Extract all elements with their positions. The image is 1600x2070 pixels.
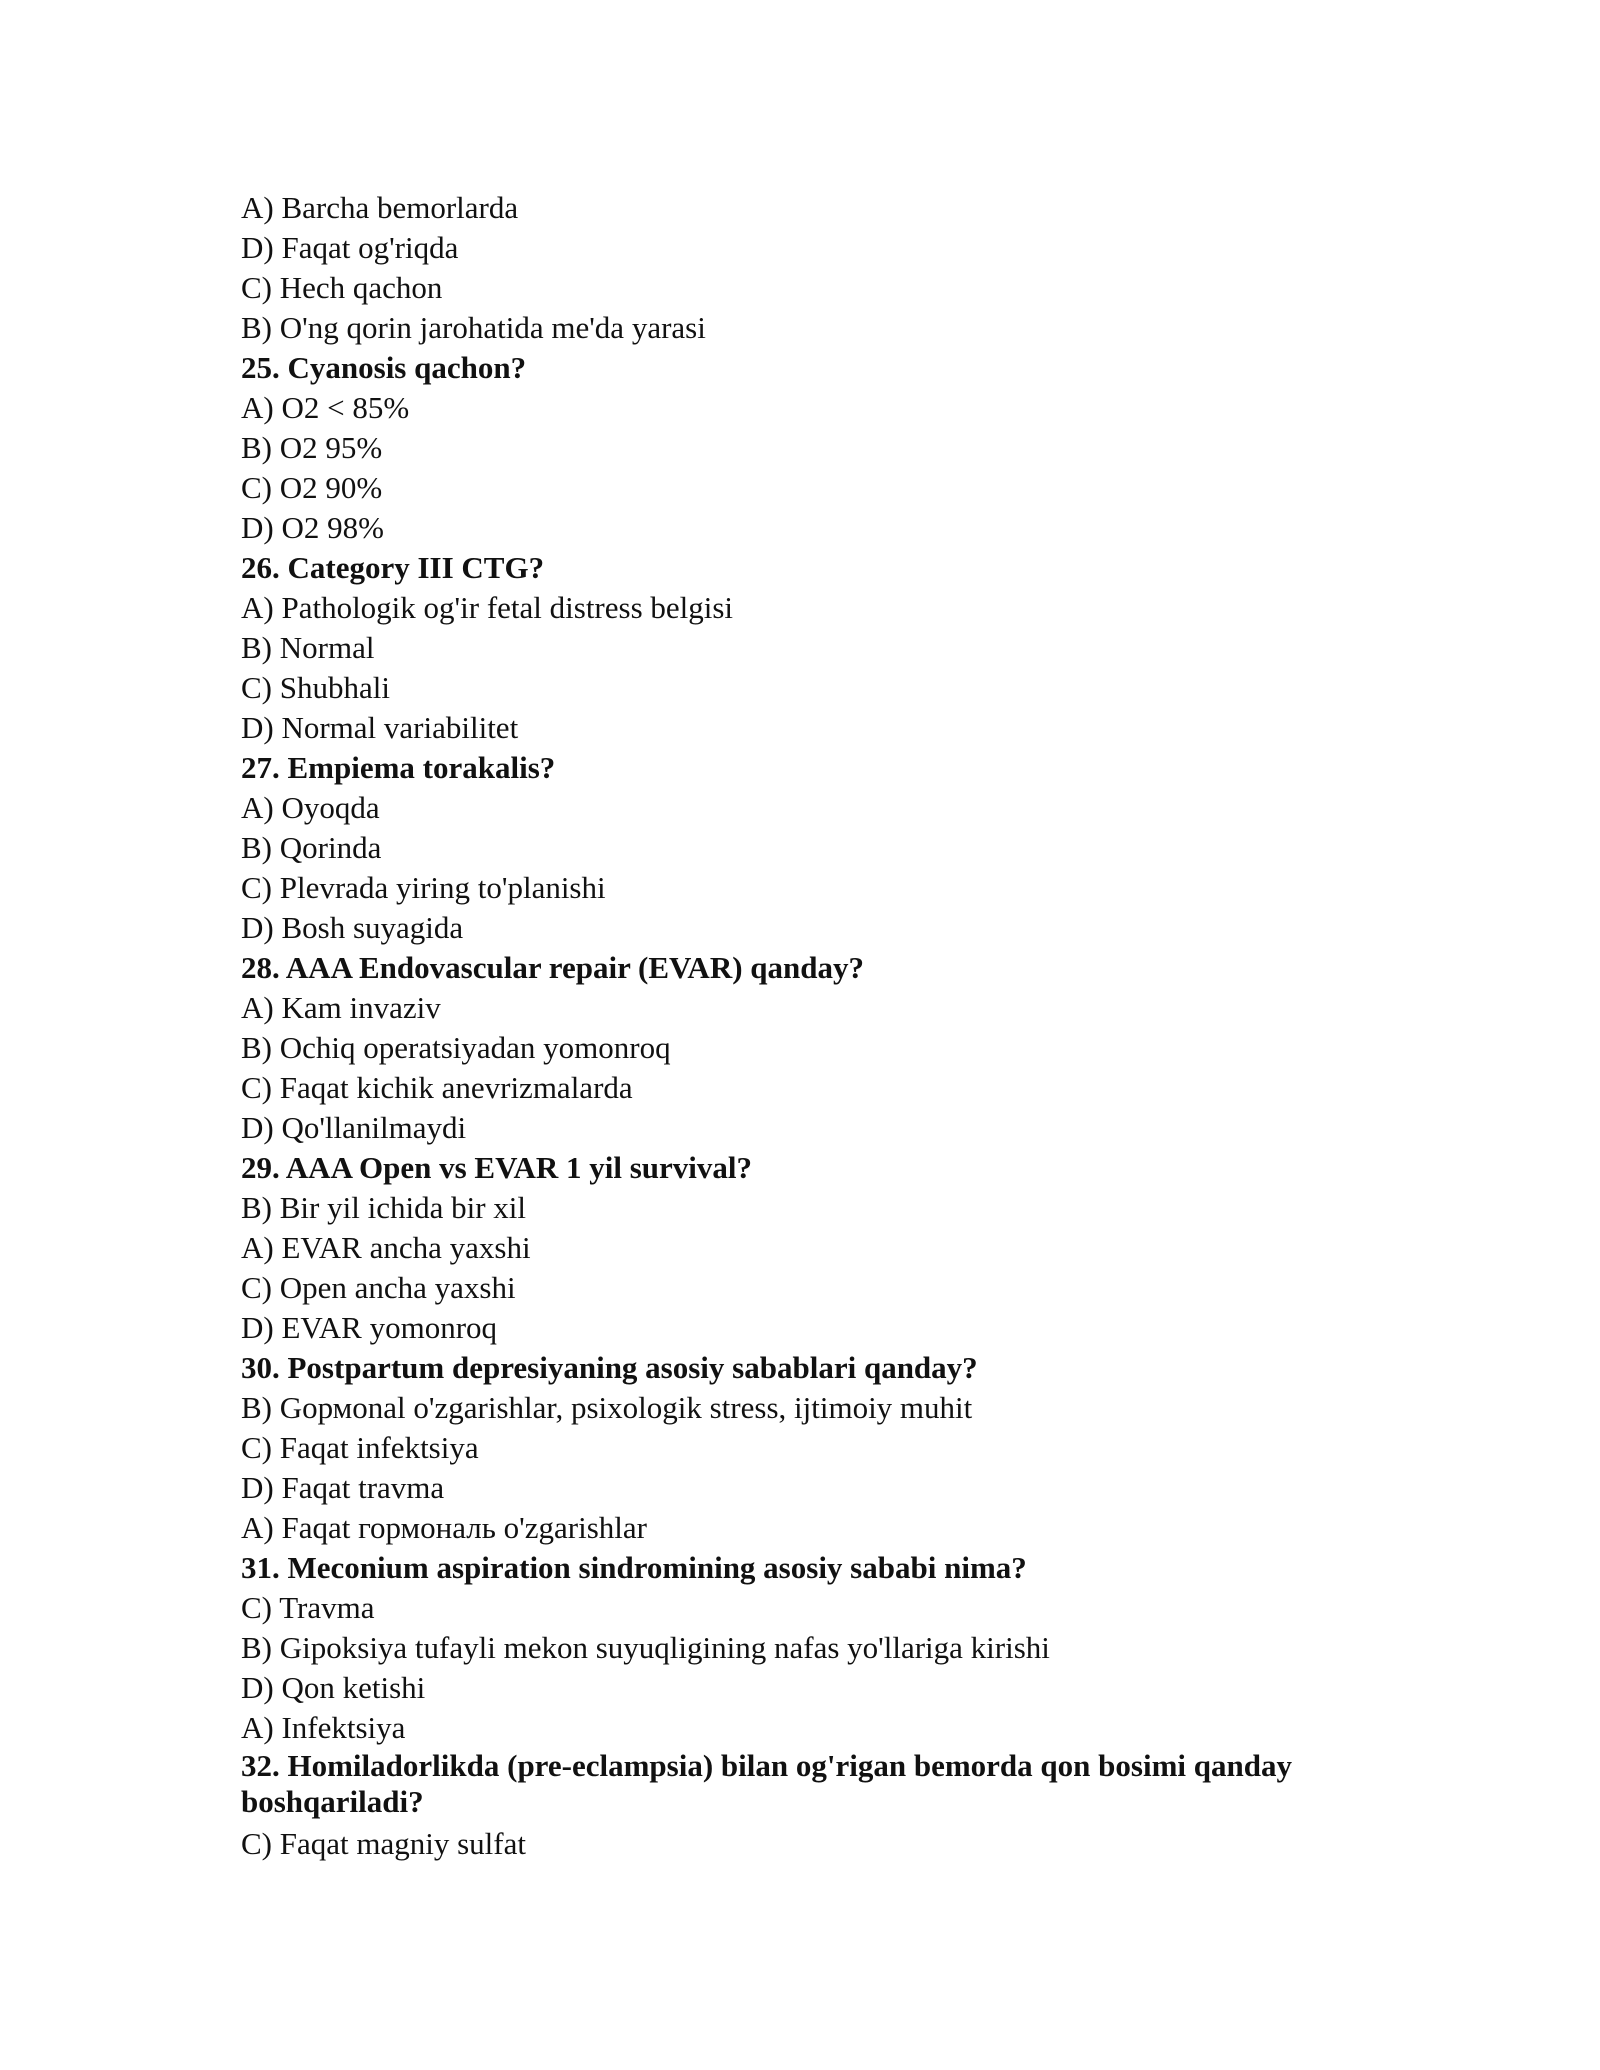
answer-option: C) Plevrada yiring to'planishi [241,870,606,905]
answer-option: D) Faqat travma [241,1470,445,1505]
answer-option: A) Pathologik og'ir fetal distress belgisi [241,590,734,625]
answer-option: D) Normal variabilitet [241,710,519,745]
question-heading: 27. Empiema torakalis? [241,750,556,785]
question-heading: 30. Postpartum depresiyaning asosiy sabablari qanday? [241,1350,978,1385]
answer-option: A) Kam invaziv [241,990,441,1025]
answer-option: A) Infektsiya [241,1710,406,1745]
question-heading: 32. Homiladorlikda (pre-eclampsia) bilan og'rigan bemorda qon bosimi qanday boshqariladi? [241,1748,1292,1819]
answer-option: B) Ochiq operatsiyadan yomonroq [241,1030,671,1065]
answer-option: C) Faqat magniy sulfat [241,1826,526,1861]
answer-option: C) Hech qachon [241,270,443,305]
answer-option: D) Qon ketishi [241,1670,426,1705]
answer-option: D) Bosh suyagida [241,910,464,945]
answer-option: D) Qo'llanilmaydi [241,1110,467,1145]
answer-option: A) Barcha bemorlarda [241,190,519,225]
question-heading: 26. Category III CTG? [241,550,545,585]
answer-option: C) Travma [241,1590,375,1625]
answer-option: C) O2 90% [241,470,383,505]
answer-option: D) Faqat og'riqda [241,230,459,265]
answer-option: C) Faqat kichik anevrizmalarda [241,1070,633,1105]
answer-option: A) O2 < 85% [241,390,410,425]
answer-option: A) Faqat гормональ o'zgarishlar [241,1510,647,1545]
question-heading: 25. Cyanosis qachon? [241,350,527,385]
answer-option: B) O'ng qorin jarohatida me'da yarasi [241,310,706,345]
answer-option: C) Shubhali [241,670,390,705]
answer-option: B) Normal [241,630,375,665]
answer-option: C) Faqat infektsiya [241,1430,479,1465]
answer-option: D) O2 98% [241,510,384,545]
answer-option: C) Open ancha yaxshi [241,1270,516,1305]
question-heading: 31. Meconium aspiration sindromining asosiy sababi nima? [241,1550,1027,1585]
answer-option: B) O2 95% [241,430,383,465]
answer-option: B) Bir yil ichida bir xil [241,1190,526,1225]
answer-option: B) Gормonal o'zgarishlar, psixologik stress, ijtimoiy muhit [241,1390,973,1425]
answer-option: A) Oyoqda [241,790,380,825]
question-list [241,188,1341,1864]
answer-option: B) Gipoksiya tufayli mekon suyuqligining nafas yo'llariga kirishi [241,1630,1050,1665]
answer-option: D) EVAR yomonroq [241,1310,498,1345]
question-heading: 28. AAA Endovascular repair (EVAR) qanday? [241,950,864,985]
question-heading: 29. AAA Open vs EVAR 1 yil survival? [241,1150,753,1185]
answer-option: B) Qorinda [241,830,382,865]
answer-option: A) EVAR ancha yaxshi [241,1230,531,1265]
